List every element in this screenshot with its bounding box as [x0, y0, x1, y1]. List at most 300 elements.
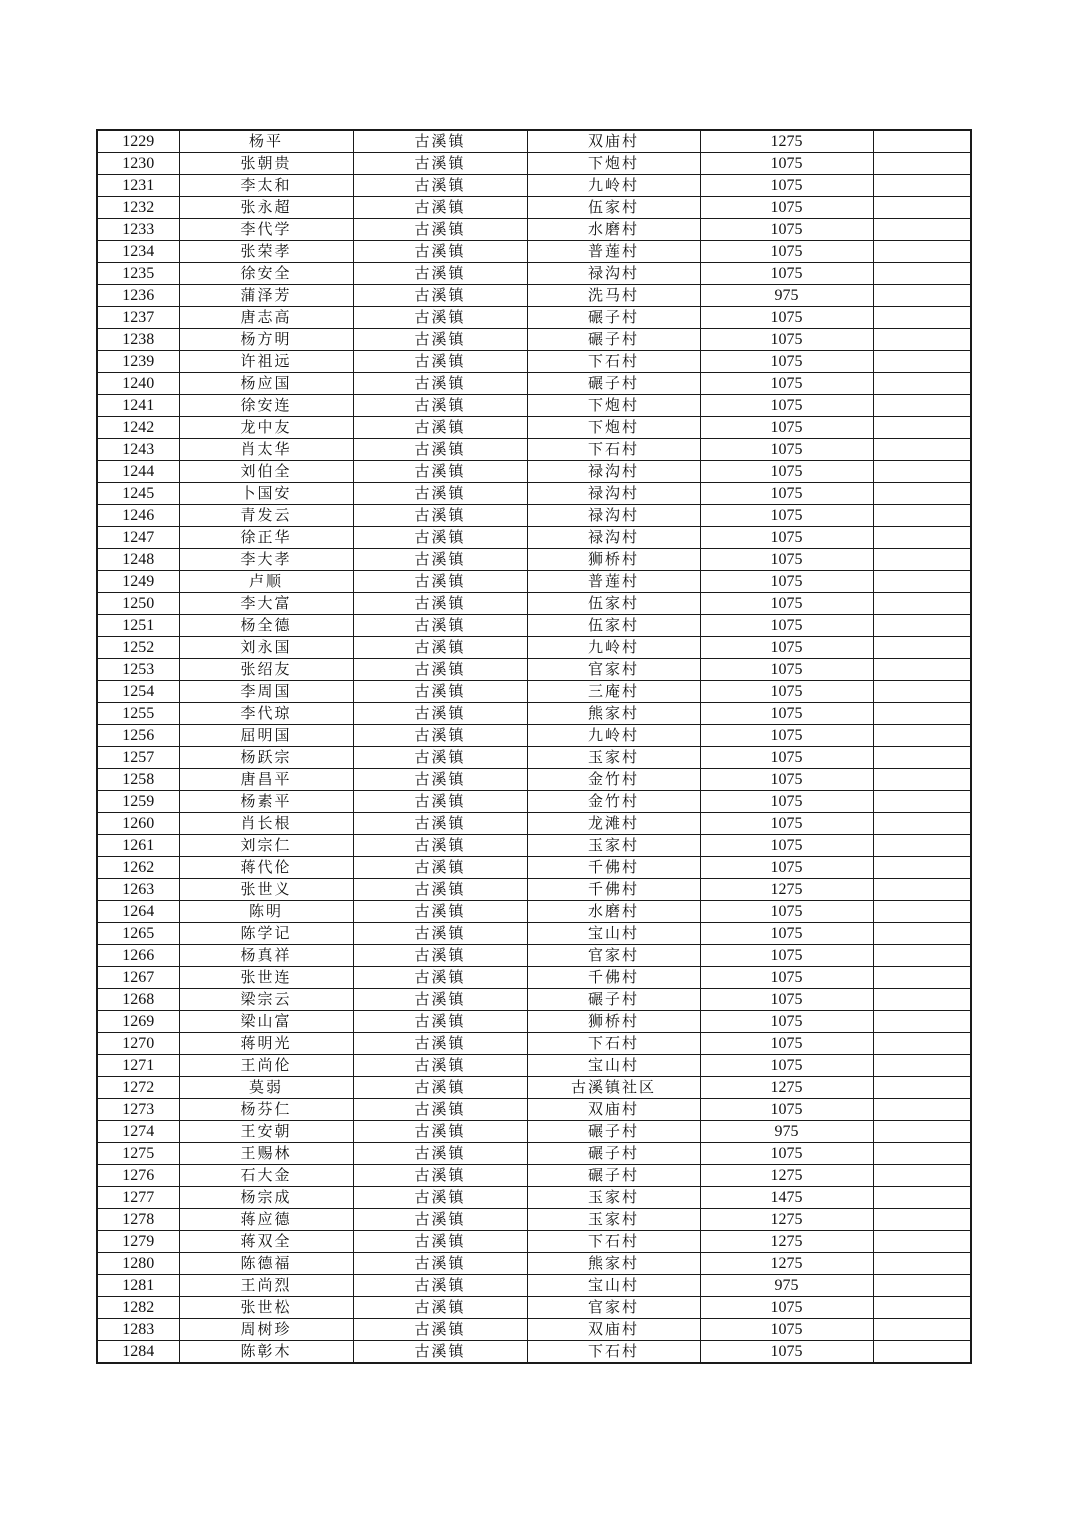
village-cell: 普莲村: [527, 571, 700, 593]
amount-cell: 1075: [700, 505, 873, 527]
table-row: [97, 197, 971, 219]
row-number-cell: 1254: [97, 681, 179, 703]
row-number-cell: 1280: [97, 1253, 179, 1275]
name-cell: 杨宗成: [179, 1187, 353, 1209]
note-cell: [873, 835, 971, 857]
village-cell: 伍家村: [527, 615, 700, 637]
note-cell: [873, 1055, 971, 1077]
village-cell: 九岭村: [527, 175, 700, 197]
note-cell: [873, 901, 971, 923]
table-row: [97, 1055, 971, 1077]
name-cell: 梁山富: [179, 1011, 353, 1033]
town-cell: 古溪镇: [353, 945, 527, 967]
note-cell: [873, 1011, 971, 1033]
village-cell: 禄沟村: [527, 505, 700, 527]
note-cell: [873, 747, 971, 769]
name-cell: 陈彰木: [179, 1341, 353, 1364]
village-cell: 下石村: [527, 351, 700, 373]
village-cell: 水磨村: [527, 901, 700, 923]
town-cell: 古溪镇: [353, 241, 527, 263]
note-cell: [873, 1121, 971, 1143]
name-cell: 唐志高: [179, 307, 353, 329]
name-cell: 李代学: [179, 219, 353, 241]
row-number-cell: 1255: [97, 703, 179, 725]
note-cell: [873, 1143, 971, 1165]
row-number-cell: 1271: [97, 1055, 179, 1077]
amount-cell: 1275: [700, 1231, 873, 1253]
table-row: [97, 1077, 971, 1099]
amount-cell: 1075: [700, 923, 873, 945]
town-cell: 古溪镇: [353, 417, 527, 439]
note-cell: [873, 153, 971, 175]
table-row: [97, 1099, 971, 1121]
row-number-cell: 1251: [97, 615, 179, 637]
name-cell: 陈学记: [179, 923, 353, 945]
roster-table: [96, 129, 972, 1364]
name-cell: 周树珍: [179, 1319, 353, 1341]
table-row: [97, 615, 971, 637]
row-number-cell: 1273: [97, 1099, 179, 1121]
village-cell: 金竹村: [527, 769, 700, 791]
village-cell: 宝山村: [527, 923, 700, 945]
table-row: [97, 901, 971, 923]
town-cell: 古溪镇: [353, 1033, 527, 1055]
table-row: [97, 130, 971, 153]
row-number-cell: 1253: [97, 659, 179, 681]
row-number-cell: 1234: [97, 241, 179, 263]
town-cell: 古溪镇: [353, 615, 527, 637]
name-cell: 肖长根: [179, 813, 353, 835]
town-cell: 古溪镇: [353, 461, 527, 483]
town-cell: 古溪镇: [353, 1165, 527, 1187]
town-cell: 古溪镇: [353, 1099, 527, 1121]
town-cell: 古溪镇: [353, 527, 527, 549]
town-cell: 古溪镇: [353, 175, 527, 197]
village-cell: 下石村: [527, 1341, 700, 1364]
note-cell: [873, 1187, 971, 1209]
village-cell: 狮桥村: [527, 549, 700, 571]
amount-cell: 1075: [700, 1341, 873, 1364]
row-number-cell: 1233: [97, 219, 179, 241]
name-cell: 李大富: [179, 593, 353, 615]
row-number-cell: 1270: [97, 1033, 179, 1055]
name-cell: 蒋双全: [179, 1231, 353, 1253]
row-number-cell: 1246: [97, 505, 179, 527]
note-cell: [873, 989, 971, 1011]
town-cell: 古溪镇: [353, 703, 527, 725]
name-cell: 杨平: [179, 130, 353, 153]
note-cell: [873, 130, 971, 153]
name-cell: 杨全德: [179, 615, 353, 637]
table-row: [97, 241, 971, 263]
name-cell: 徐安连: [179, 395, 353, 417]
row-number-cell: 1282: [97, 1297, 179, 1319]
table-row: [97, 527, 971, 549]
village-cell: 双庙村: [527, 1099, 700, 1121]
village-cell: 熊家村: [527, 703, 700, 725]
town-cell: 古溪镇: [353, 1209, 527, 1231]
table-row: [97, 373, 971, 395]
amount-cell: 1075: [700, 1297, 873, 1319]
amount-cell: 1075: [700, 417, 873, 439]
town-cell: 古溪镇: [353, 879, 527, 901]
row-number-cell: 1265: [97, 923, 179, 945]
name-cell: 许祖远: [179, 351, 353, 373]
village-cell: 下炮村: [527, 395, 700, 417]
amount-cell: 1075: [700, 659, 873, 681]
village-cell: 千佛村: [527, 879, 700, 901]
table-row: [97, 637, 971, 659]
village-cell: 碾子村: [527, 1121, 700, 1143]
row-number-cell: 1264: [97, 901, 179, 923]
note-cell: [873, 285, 971, 307]
village-cell: 下炮村: [527, 417, 700, 439]
amount-cell: 1075: [700, 197, 873, 219]
amount-cell: 1075: [700, 1143, 873, 1165]
amount-cell: 1075: [700, 681, 873, 703]
village-cell: 禄沟村: [527, 483, 700, 505]
table-row: [97, 923, 971, 945]
town-cell: 古溪镇: [353, 835, 527, 857]
name-cell: 梁宗云: [179, 989, 353, 1011]
amount-cell: 1075: [700, 725, 873, 747]
note-cell: [873, 483, 971, 505]
table-row: [97, 747, 971, 769]
town-cell: 古溪镇: [353, 505, 527, 527]
amount-cell: 1075: [700, 373, 873, 395]
amount-cell: 1075: [700, 835, 873, 857]
note-cell: [873, 307, 971, 329]
row-number-cell: 1267: [97, 967, 179, 989]
village-cell: 玉家村: [527, 747, 700, 769]
town-cell: 古溪镇: [353, 923, 527, 945]
note-cell: [873, 373, 971, 395]
village-cell: 水磨村: [527, 219, 700, 241]
row-number-cell: 1236: [97, 285, 179, 307]
note-cell: [873, 923, 971, 945]
note-cell: [873, 1275, 971, 1297]
name-cell: 屈明国: [179, 725, 353, 747]
village-cell: 玉家村: [527, 835, 700, 857]
note-cell: [873, 549, 971, 571]
note-cell: [873, 879, 971, 901]
amount-cell: 1075: [700, 351, 873, 373]
name-cell: 张永超: [179, 197, 353, 219]
note-cell: [873, 1077, 971, 1099]
note-cell: [873, 1033, 971, 1055]
name-cell: 唐昌平: [179, 769, 353, 791]
village-cell: 普莲村: [527, 241, 700, 263]
table-row: [97, 681, 971, 703]
table-row: [97, 395, 971, 417]
row-number-cell: 1237: [97, 307, 179, 329]
note-cell: [873, 1253, 971, 1275]
town-cell: 古溪镇: [353, 681, 527, 703]
amount-cell: 1075: [700, 241, 873, 263]
village-cell: 洗马村: [527, 285, 700, 307]
note-cell: [873, 505, 971, 527]
row-number-cell: 1269: [97, 1011, 179, 1033]
note-cell: [873, 1341, 971, 1364]
row-number-cell: 1283: [97, 1319, 179, 1341]
name-cell: 卢顺: [179, 571, 353, 593]
row-number-cell: 1244: [97, 461, 179, 483]
row-number-cell: 1272: [97, 1077, 179, 1099]
village-cell: 金竹村: [527, 791, 700, 813]
village-cell: 下石村: [527, 1231, 700, 1253]
name-cell: 杨芬仁: [179, 1099, 353, 1121]
row-number-cell: 1275: [97, 1143, 179, 1165]
amount-cell: 1275: [700, 1253, 873, 1275]
table-row: [97, 725, 971, 747]
row-number-cell: 1281: [97, 1275, 179, 1297]
note-cell: [873, 1297, 971, 1319]
name-cell: 李太和: [179, 175, 353, 197]
name-cell: 杨应国: [179, 373, 353, 395]
table-row: [97, 307, 971, 329]
note-cell: [873, 1209, 971, 1231]
name-cell: 石大金: [179, 1165, 353, 1187]
note-cell: [873, 945, 971, 967]
name-cell: 杨跃宗: [179, 747, 353, 769]
amount-cell: 975: [700, 1121, 873, 1143]
town-cell: 古溪镇: [353, 351, 527, 373]
row-number-cell: 1260: [97, 813, 179, 835]
name-cell: 杨素平: [179, 791, 353, 813]
table-row: [97, 1231, 971, 1253]
table-row: [97, 791, 971, 813]
name-cell: 莫弱: [179, 1077, 353, 1099]
amount-cell: 1275: [700, 130, 873, 153]
amount-cell: 1075: [700, 307, 873, 329]
amount-cell: 1075: [700, 1319, 873, 1341]
town-cell: 古溪镇: [353, 1143, 527, 1165]
note-cell: [873, 593, 971, 615]
row-number-cell: 1232: [97, 197, 179, 219]
note-cell: [873, 681, 971, 703]
name-cell: 张世连: [179, 967, 353, 989]
row-number-cell: 1239: [97, 351, 179, 373]
table-row: [97, 1341, 971, 1364]
amount-cell: 1075: [700, 989, 873, 1011]
row-number-cell: 1231: [97, 175, 179, 197]
name-cell: 龙中友: [179, 417, 353, 439]
town-cell: 古溪镇: [353, 637, 527, 659]
name-cell: 卜国安: [179, 483, 353, 505]
amount-cell: 1075: [700, 615, 873, 637]
amount-cell: 1075: [700, 439, 873, 461]
table-row: [97, 351, 971, 373]
town-cell: 古溪镇: [353, 1121, 527, 1143]
name-cell: 杨方明: [179, 329, 353, 351]
table-row: [97, 417, 971, 439]
name-cell: 徐安全: [179, 263, 353, 285]
town-cell: 古溪镇: [353, 307, 527, 329]
table-row: [97, 153, 971, 175]
amount-cell: 1075: [700, 571, 873, 593]
name-cell: 刘宗仁: [179, 835, 353, 857]
note-cell: [873, 791, 971, 813]
note-cell: [873, 1099, 971, 1121]
village-cell: 官家村: [527, 1297, 700, 1319]
village-cell: 伍家村: [527, 197, 700, 219]
note-cell: [873, 813, 971, 835]
village-cell: 宝山村: [527, 1275, 700, 1297]
village-cell: 九岭村: [527, 637, 700, 659]
name-cell: 王尚伦: [179, 1055, 353, 1077]
village-cell: 碾子村: [527, 989, 700, 1011]
village-cell: 宝山村: [527, 1055, 700, 1077]
name-cell: 陈明: [179, 901, 353, 923]
name-cell: 陈德福: [179, 1253, 353, 1275]
row-number-cell: 1263: [97, 879, 179, 901]
village-cell: 官家村: [527, 659, 700, 681]
village-cell: 禄沟村: [527, 461, 700, 483]
town-cell: 古溪镇: [353, 197, 527, 219]
amount-cell: 1075: [700, 1055, 873, 1077]
note-cell: [873, 263, 971, 285]
table-row: [97, 1297, 971, 1319]
note-cell: [873, 703, 971, 725]
town-cell: 古溪镇: [353, 989, 527, 1011]
row-number-cell: 1241: [97, 395, 179, 417]
village-cell: 古溪镇社区: [527, 1077, 700, 1099]
town-cell: 古溪镇: [353, 1253, 527, 1275]
table-row: [97, 857, 971, 879]
table-row: [97, 989, 971, 1011]
amount-cell: 1275: [700, 879, 873, 901]
town-cell: 古溪镇: [353, 329, 527, 351]
note-cell: [873, 175, 971, 197]
name-cell: 刘伯全: [179, 461, 353, 483]
table-row: [97, 219, 971, 241]
amount-cell: 1075: [700, 769, 873, 791]
town-cell: 古溪镇: [353, 967, 527, 989]
amount-cell: 1475: [700, 1187, 873, 1209]
name-cell: 王尚烈: [179, 1275, 353, 1297]
amount-cell: 1075: [700, 483, 873, 505]
name-cell: 张朝贵: [179, 153, 353, 175]
row-number-cell: 1235: [97, 263, 179, 285]
table-row: [97, 593, 971, 615]
table-row: [97, 835, 971, 857]
note-cell: [873, 1319, 971, 1341]
name-cell: 李代琼: [179, 703, 353, 725]
table-row: [97, 505, 971, 527]
town-cell: 古溪镇: [353, 769, 527, 791]
town-cell: 古溪镇: [353, 1297, 527, 1319]
amount-cell: 1075: [700, 1011, 873, 1033]
row-number-cell: 1256: [97, 725, 179, 747]
table-row: [97, 1143, 971, 1165]
name-cell: 蒋代伦: [179, 857, 353, 879]
row-number-cell: 1278: [97, 1209, 179, 1231]
village-cell: 熊家村: [527, 1253, 700, 1275]
table-row: [97, 1011, 971, 1033]
row-number-cell: 1229: [97, 130, 179, 153]
village-cell: 三庵村: [527, 681, 700, 703]
name-cell: 张世义: [179, 879, 353, 901]
amount-cell: 1075: [700, 263, 873, 285]
amount-cell: 1075: [700, 857, 873, 879]
row-number-cell: 1257: [97, 747, 179, 769]
table-row: [97, 1165, 971, 1187]
amount-cell: 1075: [700, 703, 873, 725]
note-cell: [873, 659, 971, 681]
town-cell: 古溪镇: [353, 1187, 527, 1209]
note-cell: [873, 417, 971, 439]
amount-cell: 1075: [700, 593, 873, 615]
note-cell: [873, 439, 971, 461]
row-number-cell: 1279: [97, 1231, 179, 1253]
note-cell: [873, 1231, 971, 1253]
amount-cell: 975: [700, 285, 873, 307]
table-row: [97, 1187, 971, 1209]
town-cell: 古溪镇: [353, 395, 527, 417]
village-cell: 伍家村: [527, 593, 700, 615]
roster-table-container: [96, 129, 970, 1364]
row-number-cell: 1268: [97, 989, 179, 1011]
village-cell: 玉家村: [527, 1187, 700, 1209]
roster-table-body: [97, 130, 971, 1363]
town-cell: 古溪镇: [353, 373, 527, 395]
town-cell: 古溪镇: [353, 1011, 527, 1033]
amount-cell: 1275: [700, 1209, 873, 1231]
village-cell: 碾子村: [527, 373, 700, 395]
table-row: [97, 1209, 971, 1231]
row-number-cell: 1248: [97, 549, 179, 571]
name-cell: 蒋明光: [179, 1033, 353, 1055]
village-cell: 禄沟村: [527, 263, 700, 285]
name-cell: 李大孝: [179, 549, 353, 571]
name-cell: 李周国: [179, 681, 353, 703]
note-cell: [873, 1165, 971, 1187]
village-cell: 下石村: [527, 1033, 700, 1055]
town-cell: 古溪镇: [353, 1319, 527, 1341]
table-row: [97, 1121, 971, 1143]
amount-cell: 1075: [700, 901, 873, 923]
note-cell: [873, 527, 971, 549]
row-number-cell: 1247: [97, 527, 179, 549]
village-cell: 禄沟村: [527, 527, 700, 549]
table-row: [97, 703, 971, 725]
table-row: [97, 1033, 971, 1055]
town-cell: 古溪镇: [353, 593, 527, 615]
note-cell: [873, 351, 971, 373]
note-cell: [873, 967, 971, 989]
note-cell: [873, 769, 971, 791]
village-cell: 九岭村: [527, 725, 700, 747]
town-cell: 古溪镇: [353, 901, 527, 923]
name-cell: 徐正华: [179, 527, 353, 549]
amount-cell: 1075: [700, 945, 873, 967]
table-row: [97, 813, 971, 835]
table-row: [97, 483, 971, 505]
table-row: [97, 1319, 971, 1341]
village-cell: 官家村: [527, 945, 700, 967]
note-cell: [873, 219, 971, 241]
name-cell: 蒋应德: [179, 1209, 353, 1231]
town-cell: 古溪镇: [353, 1055, 527, 1077]
village-cell: 狮桥村: [527, 1011, 700, 1033]
table-row: [97, 659, 971, 681]
amount-cell: 1075: [700, 1033, 873, 1055]
amount-cell: 1075: [700, 175, 873, 197]
village-cell: 下石村: [527, 439, 700, 461]
table-row: [97, 945, 971, 967]
row-number-cell: 1261: [97, 835, 179, 857]
town-cell: 古溪镇: [353, 130, 527, 153]
